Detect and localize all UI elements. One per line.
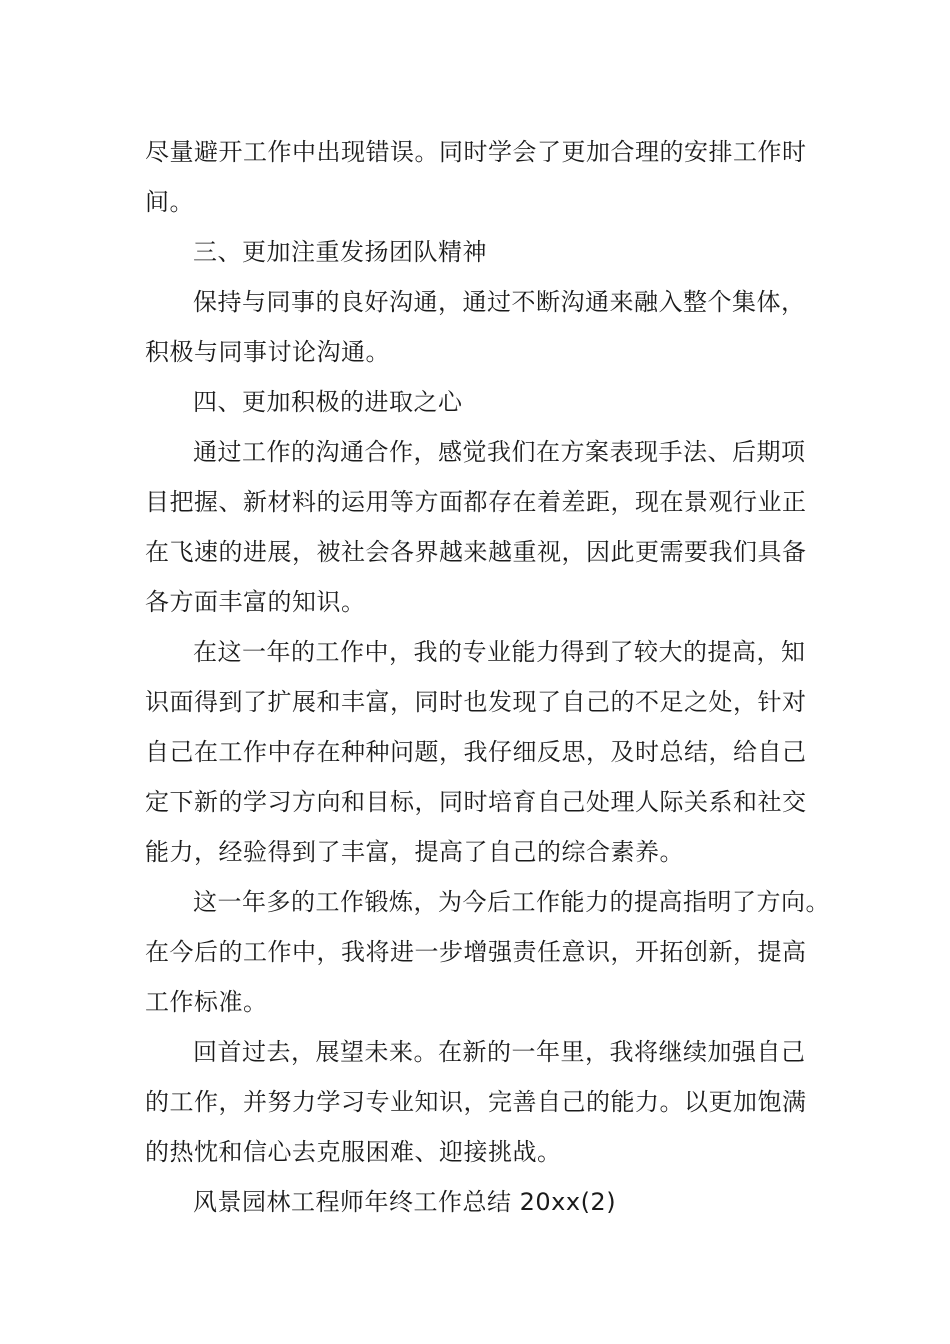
text-line: 工作标准。 xyxy=(145,988,268,1016)
text-line: 在今后的工作中，我将进一步增强责任意识，开拓创新，提高 xyxy=(145,938,807,966)
text-line: 在这一年的工作中，我的专业能力得到了较大的提高，知 xyxy=(193,638,806,666)
text-line: 尽量避开工作中出现错误。同时学会了更加合理的安排工作时 xyxy=(145,138,807,166)
text-line: 的热忱和信心去克服困难、迎接挑战。 xyxy=(145,1138,562,1166)
text-line: 这一年多的工作锻炼，为今后工作能力的提高指明了方向。 xyxy=(193,888,830,916)
text-line: 通过工作的沟通合作，感觉我们在方案表现手法、后期项 xyxy=(193,438,806,466)
document-title: 风景园林工程师年终工作总结 20xx(2) xyxy=(193,1188,617,1216)
text-line: 间。 xyxy=(145,188,194,216)
text-line: 识面得到了扩展和丰富，同时也发现了自己的不足之处，针对 xyxy=(145,688,807,716)
section-heading: 四、更加积极的进取之心 xyxy=(193,388,463,416)
text-line: 回首过去，展望未来。在新的一年里，我将继续加强自己 xyxy=(193,1038,806,1066)
text-line: 的工作，并努力学习专业知识，完善自己的能力。以更加饱满 xyxy=(145,1088,807,1116)
text-line: 各方面丰富的知识。 xyxy=(145,588,366,616)
text-line: 在飞速的进展，被社会各界越来越重视，因此更需要我们具备 xyxy=(145,538,807,566)
text-line: 能力，经验得到了丰富，提高了自己的综合素养。 xyxy=(145,838,684,866)
text-line: 目把握、新材料的运用等方面都存在着差距，现在景观行业正 xyxy=(145,488,807,516)
section-heading: 三、更加注重发扬团队精神 xyxy=(193,238,487,266)
text-line: 保持与同事的良好沟通，通过不断沟通来融入整个集体， xyxy=(193,288,806,316)
text-line: 积极与同事讨论沟通。 xyxy=(145,338,390,366)
text-line: 自己在工作中存在种种问题，我仔细反思，及时总结，给自己 xyxy=(145,738,807,766)
text-line: 定下新的学习方向和目标，同时培育自己处理人际关系和社交 xyxy=(145,788,807,816)
